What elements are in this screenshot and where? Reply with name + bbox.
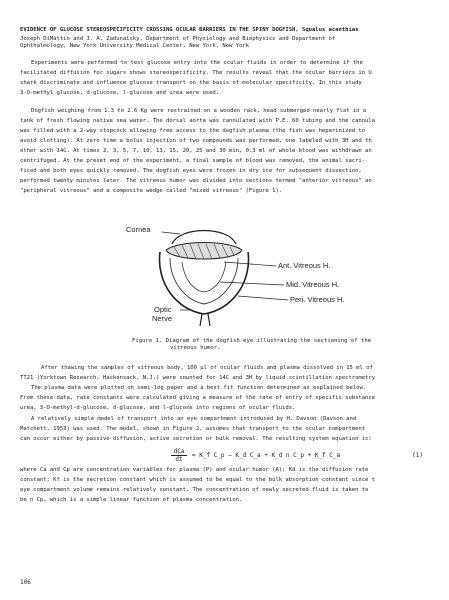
affiliation-line: Ophthalmology, New York University Medical Center, New York, New York [20, 43, 249, 49]
text-line: "peripheral vitreous" and a composite wedge called "mixed vitreous" (Figure 1). [20, 188, 283, 194]
mid-vitreous-label: Mid. Vitreous H. [286, 280, 340, 289]
text-line: centrifuged. At the preset end of the experiment, a final sample of blood was removed, the animal sacri- [20, 158, 366, 164]
text-line: be n Cp, which is a simple linear function of plasma concentration. [20, 497, 243, 503]
eye-diagram-figure [120, 222, 390, 332]
peri-vitreous-leader [238, 296, 288, 300]
peripheral-boundary [170, 258, 238, 304]
text-line: constant; Kf is the secretion constant which is assumed to be equal to the bulk absorption constant since t [20, 477, 375, 483]
equation-numerator: dCa [173, 448, 185, 455]
ant-vitreous-label: Ant. Vitreous H. [278, 261, 331, 270]
text-line: where Ca and Cp are concentration variables for plasma (P) and ocular humor (A); Kd is the diffusion rate [20, 467, 369, 473]
text-line: Experiments were performed to test glucose entry into the ocular fluids in order to determine if the [31, 60, 363, 66]
text-line: After thawing the samples of vitreous body, 100 µl of ocular fluids and plasma dissolved in 15 ml of [41, 365, 373, 371]
page-number: 106 [20, 579, 31, 586]
text-line: The plasma data were plotted on semi-log paper and a best fit function determined as explained below. [31, 385, 367, 391]
cornea-label: Cornea [126, 225, 151, 234]
text-line: 3-O-methyl glucose, d-glucose, l-glucose and urea were used. [20, 90, 220, 96]
lens-shape [166, 243, 242, 260]
text-line: performed twenty minutes later. The vitreous humor was divided into sections termed "anterior vitreous" an [20, 178, 372, 184]
mid-boundary [182, 262, 226, 292]
cornea-shape [172, 231, 236, 245]
equation-rhs: = K_f C_p − K_d C_a + K_d n C_p + K_f C_a [192, 452, 341, 459]
text-line: ficed and both eyes quickly removed. The dogfish eyes were frozen in dry ice for subsequent dissection, [20, 168, 362, 174]
text-line: facilitated diffusion for sugars shows stereospecificity. The results reveal that the ocular barriers in U [20, 70, 372, 76]
text-line: urea, 3-O-methyl-d-glucose, d-glucose, and l-glucose into regions of ocular fluids. [20, 405, 296, 411]
peri-vitreous-label: Peri. Vitreous H. [290, 295, 345, 304]
nerve-label: Nerve [152, 314, 173, 323]
text-line: TT21 (Yorktown Research, Hackensack, N.J.) were counted for 14C and 3H by liquid scintillation spectrometry [20, 375, 375, 381]
text-line: was filled with a 2-way stopcock allowing free access to the dogfish plasma (the fish was heparinized to [20, 128, 366, 134]
equation-denominator: dt [175, 456, 183, 463]
text-line: Matchett, 1953) was used. The model, shown in Figure 2, assumes that transport to the ocular compartment [20, 426, 366, 432]
text-line: shark discriminate and influence glucose transport on the basis of molecular specificity. In this study [20, 80, 362, 86]
text-line: eye compartment volume remains relatively constant. The concentration of newly secreted fluid is taken to [20, 487, 369, 493]
caption-line: vitreous humor. [170, 345, 221, 351]
optic-nerve-shape [200, 314, 210, 326]
text-line: Dogfish weighing from 1.3 to 2.6 Kg were restrained on a wooden rack, head submerged nearly flat in a [31, 108, 367, 114]
mid-vitreous-leader [220, 282, 284, 285]
text-line: A relatively simple model of transport into an eye compartment introduced by H. Davson (Davson and [31, 416, 357, 422]
system-equation [20, 448, 438, 464]
paper-title: EVIDENCE OF GLUCOSE STEREOSPECIFICITY CROSSING OCULAR BARRIERS IN THE SPINY DOGFISH, Squalus acanthias [20, 27, 359, 33]
text-line: tank of fresh flowing native sea water. The dorsal aorta was cannulated with P.E. 60 tubing and the cannula [20, 118, 375, 124]
author-line: Joseph DiMattio and J. A. Zadunaisky, Department of Physiology and Biophysics and Department of [20, 36, 336, 42]
ant-vitreous-leader [224, 262, 276, 266]
text-line: other with 14C. At times 2, 3, 5, 7, 10, 13, 15, 20, 25 and 30 min, 0.3 ml of whole blood was withdrawn an [20, 148, 372, 154]
cornea-leader [162, 232, 180, 234]
text-line: From these data, rate constants were calculated giving a measure of the rate of entry of specific substance [20, 395, 375, 401]
text-line: can occur either by passive diffusion, active secretion or bulk removal. The resulting system equation is: [20, 436, 372, 442]
text-line: avoid clotting). At zero time a bolus injection of two compounds was performed, one labeled with 3H and th [20, 138, 372, 144]
caption-line: Figure 1. Diagram of the dogfish eye illustrating the sectioning of the [132, 338, 372, 344]
optic-label: Optic [154, 305, 172, 314]
equation-number: (1) [412, 452, 423, 459]
